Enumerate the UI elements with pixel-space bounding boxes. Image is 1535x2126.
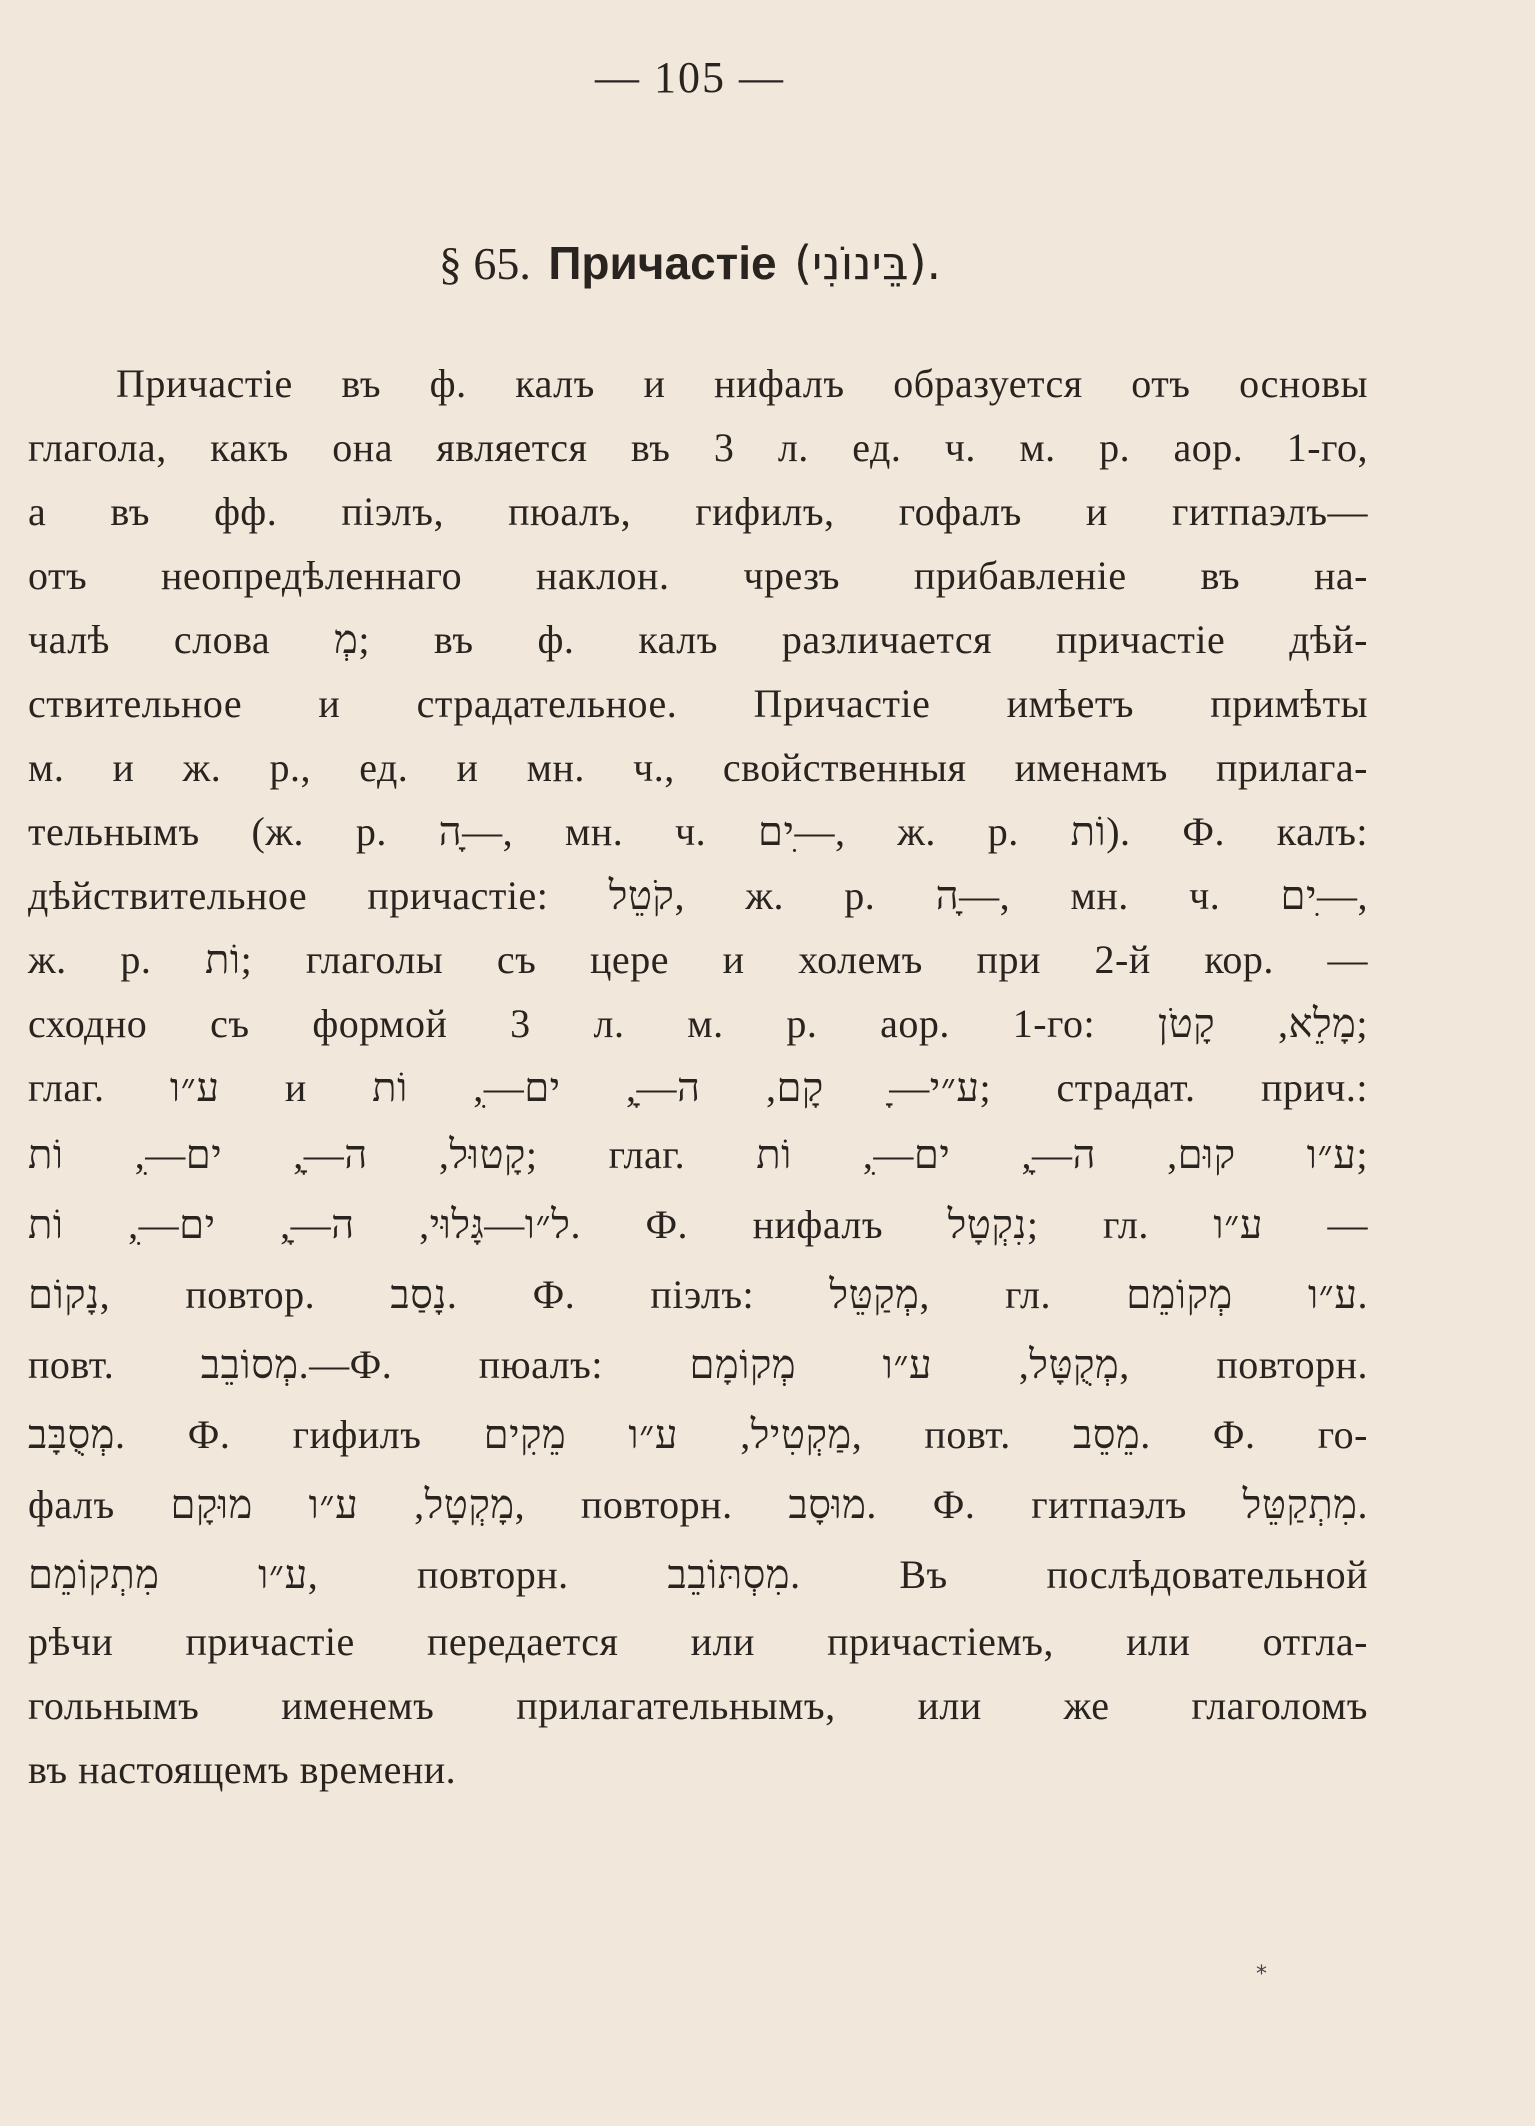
text-line: Причастіе въ ф. калъ и нифалъ образуется отъ основы xyxy=(116,361,1368,406)
text-line: глаг. ע״ו и ע״י—ָ קָם, ה—ָ, ים—ִ, וֹת; страдат. прич.: xyxy=(28,1065,1368,1110)
text-line: рѣчи причастіе передается или причастіемъ, или отгла- xyxy=(28,1619,1368,1664)
text-line: глагола, какъ она является въ 3 л. ед. ч. м. р. аор. 1-го, xyxy=(28,425,1368,470)
text-line: м. и ж. р., ед. и мн. ч., свойственныя именамъ прилага- xyxy=(28,745,1368,790)
body-text xyxy=(28,352,1368,1802)
footer-mark: * xyxy=(1256,1962,1267,1987)
text-line: ж. р. וֹת; глаголы съ цере и холемъ при 2-й кор. — xyxy=(28,937,1369,982)
text-line: чалѣ слова מְ; въ ф. калъ различается причастіе дѣй- xyxy=(28,617,1368,662)
text-line: ע״ו מִתְקוֹמֵם, повторн. מִסְתּוֹבֵב. Въ послѣдовательной xyxy=(28,1552,1368,1597)
text-line: а въ фф. піэлъ, пюалъ, гифилъ, гофалъ и гитпаэлъ— xyxy=(28,489,1368,534)
section-hebrew-term: (בֵּינוֹנִי). xyxy=(794,236,942,290)
text-line: קָטוּל, ה—ָ, ים—ִ, וֹת; глаг. ע״ו קוּם, ה—ָ, ים—ִ, וֹת; xyxy=(28,1132,1368,1177)
text-line: сходно съ формой 3 л. м. р. аор. 1-го: מָלֵא, קָטֹן; xyxy=(28,1001,1369,1046)
text-line: тельнымъ (ж. р. ה—ָ, мн. ч. ים—ִ, ж. р. וֹת). Ф. калъ: xyxy=(28,809,1368,854)
section-heading xyxy=(0,236,1380,290)
text-line: отъ неопредѣленнаго наклон. чрезъ прибавленіе въ на- xyxy=(28,553,1368,598)
text-line: נָקוֹם, повтор. נָסַב. Ф. піэлъ: מְקַטֵּל, гл. ע״ו מְקוֹמֵם. xyxy=(28,1272,1369,1317)
text-line: фалъ מָקְטָל, ע״ו מוּקָם, повторн. מוּסָב. Ф. гитпаэлъ מִתְקַטֵּל. xyxy=(28,1482,1368,1527)
text-line: מְסֻבָּב. Ф. гифилъ מַקְטִיל, ע״ו מֵקִים, повт. מֵסֵב. Ф. го- xyxy=(28,1412,1369,1457)
text-line: дѣйствительное причастіе: קֹטֵל, ж. р. ה—ָ, мн. ч. ים—ִ, xyxy=(28,873,1368,918)
text-line: ל״ו—גָּלוּי, ה—ָ, ים—ִ, וֹת. Ф. нифалъ נִקְטָל; гл. ע״ו — xyxy=(28,1202,1368,1247)
section-number: § 65. xyxy=(438,238,531,289)
text-line: въ настоящемъ времени. xyxy=(28,1747,457,1792)
text-line: гольнымъ именемъ прилагательнымъ, или же глаголомъ xyxy=(28,1683,1368,1728)
section-title: Причастіе xyxy=(548,237,777,289)
text-line: ствительное и страдательное. Причастіе имѣетъ примѣты xyxy=(28,681,1368,726)
page-number: — 105 — xyxy=(595,53,785,102)
text-line: повт. מְסוֹבֵב.—Ф. пюалъ: מְקֻטָּל, ע״ו מְקוֹמָם, повторн. xyxy=(28,1342,1368,1387)
